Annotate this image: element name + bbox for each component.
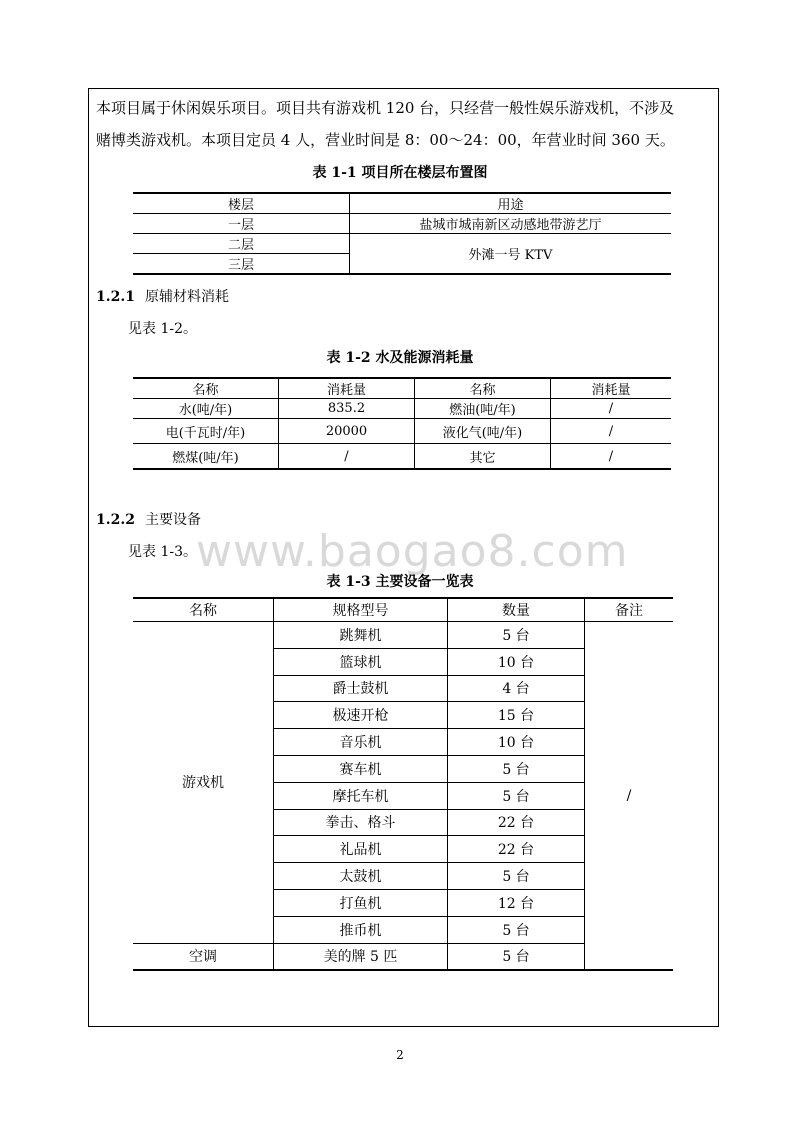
table1-caption: 表 1-1 项目所在楼层布置图 (312, 165, 488, 181)
table3-model: 礼品机 (274, 836, 448, 863)
section-1-2-2-heading (96, 509, 201, 529)
table3-quantity: 10 台 (448, 729, 585, 756)
table3-model: 美的牌 5 匹 (274, 943, 448, 970)
table3-model: 跳舞机 (274, 622, 448, 649)
table3-quantity: 22 台 (448, 836, 585, 863)
table3-model: 太鼓机 (274, 863, 448, 890)
table1-use: 盐城市城南新区动感地带游艺厅 (350, 214, 672, 234)
table2-cell: 水(吨/年) (133, 399, 279, 419)
section-number: 1.2.1 (96, 289, 135, 305)
intro-line-1: 本项目属于休闲娱乐项目。项目共有游戏机 120 台，只经营一般性娱乐游戏机，不涉及 (96, 99, 675, 117)
table2-caption: 表 1-2 水及能源消耗量 (326, 350, 474, 366)
table1-header-floor: 楼层 (133, 193, 350, 214)
table3-model: 打鱼机 (274, 889, 448, 916)
table3-quantity: 15 台 (448, 702, 585, 729)
table1-floor: 二层 (133, 234, 350, 254)
energy-consumption-table (133, 377, 671, 470)
table2-cell: 其它 (415, 444, 551, 470)
table3-quantity: 5 台 (448, 916, 585, 943)
table3-quantity: 22 台 (448, 809, 585, 836)
table1-floor: 一层 (133, 214, 350, 234)
table3-quantity: 5 台 (448, 782, 585, 809)
table2-cell: 电(千瓦时/年) (133, 419, 279, 444)
table3-quantity: 5 台 (448, 622, 585, 649)
section-number: 1.2.2 (96, 512, 135, 528)
table2-cell: 20000 (279, 419, 415, 444)
table3-caption: 表 1-3 主要设备一览表 (326, 574, 474, 590)
page-number: 2 (396, 1048, 404, 1062)
table2-cell: / (551, 399, 672, 419)
table3-quantity: 12 台 (448, 889, 585, 916)
table3-header: 名称 (133, 598, 274, 622)
table2-cell: 燃煤(吨/年) (133, 444, 279, 470)
table3-quantity: 5 台 (448, 863, 585, 890)
table2-cell: / (551, 444, 672, 470)
table3-model: 篮球机 (274, 648, 448, 675)
table2-header: 消耗量 (551, 378, 672, 399)
table3-quantity: 5 台 (448, 943, 585, 970)
table2-header: 名称 (133, 378, 279, 399)
table2-cell: 835.2 (279, 399, 415, 419)
table3-header: 规格型号 (274, 598, 448, 622)
table1-floor: 三层 (133, 254, 350, 275)
table3-model: 赛车机 (274, 755, 448, 782)
table1-header-use: 用途 (350, 193, 672, 214)
equipment-table (133, 597, 673, 971)
table3-model: 极速开枪 (274, 702, 448, 729)
table3-quantity: 4 台 (448, 675, 585, 702)
table3-group-name: 游戏机 (133, 622, 274, 944)
table2-cell: / (279, 444, 415, 470)
floor-layout-table (133, 192, 671, 275)
table3-header: 备注 (585, 598, 674, 622)
table3-model: 爵士鼓机 (274, 675, 448, 702)
section-title: 主要设备 (144, 512, 201, 528)
watermark: www.baogao8.com (196, 526, 629, 577)
table3-model: 音乐机 (274, 729, 448, 756)
table3-quantity: 5 台 (448, 755, 585, 782)
table2-header: 名称 (415, 378, 551, 399)
table3-model: 推币机 (274, 916, 448, 943)
table2-cell: 燃油(吨/年) (415, 399, 551, 419)
section-1-2-1-heading (96, 286, 229, 306)
table2-cell: / (551, 419, 672, 444)
section-title: 原辅材料消耗 (144, 289, 229, 305)
table2-header: 消耗量 (279, 378, 415, 399)
section-1-2-2-see: 见表 1-3。 (128, 544, 197, 560)
table3-remark: / (585, 622, 674, 971)
table3-header: 数量 (448, 598, 585, 622)
table2-cell: 液化气(吨/年) (415, 419, 551, 444)
intro-line-2: 赌博类游戏机。本项目定员 4 人，营业时间是 8：00～24：00，年营业时间 360 天。 (96, 131, 675, 149)
section-1-2-1-see: 见表 1-2。 (128, 321, 197, 337)
table1-use: 外滩一号 KTV (468, 248, 553, 263)
table3-model: 摩托车机 (274, 782, 448, 809)
table-row (133, 622, 673, 649)
table3-model: 拳击、格斗 (274, 809, 448, 836)
table3-quantity: 10 台 (448, 648, 585, 675)
table3-group-name: 空调 (133, 943, 274, 970)
